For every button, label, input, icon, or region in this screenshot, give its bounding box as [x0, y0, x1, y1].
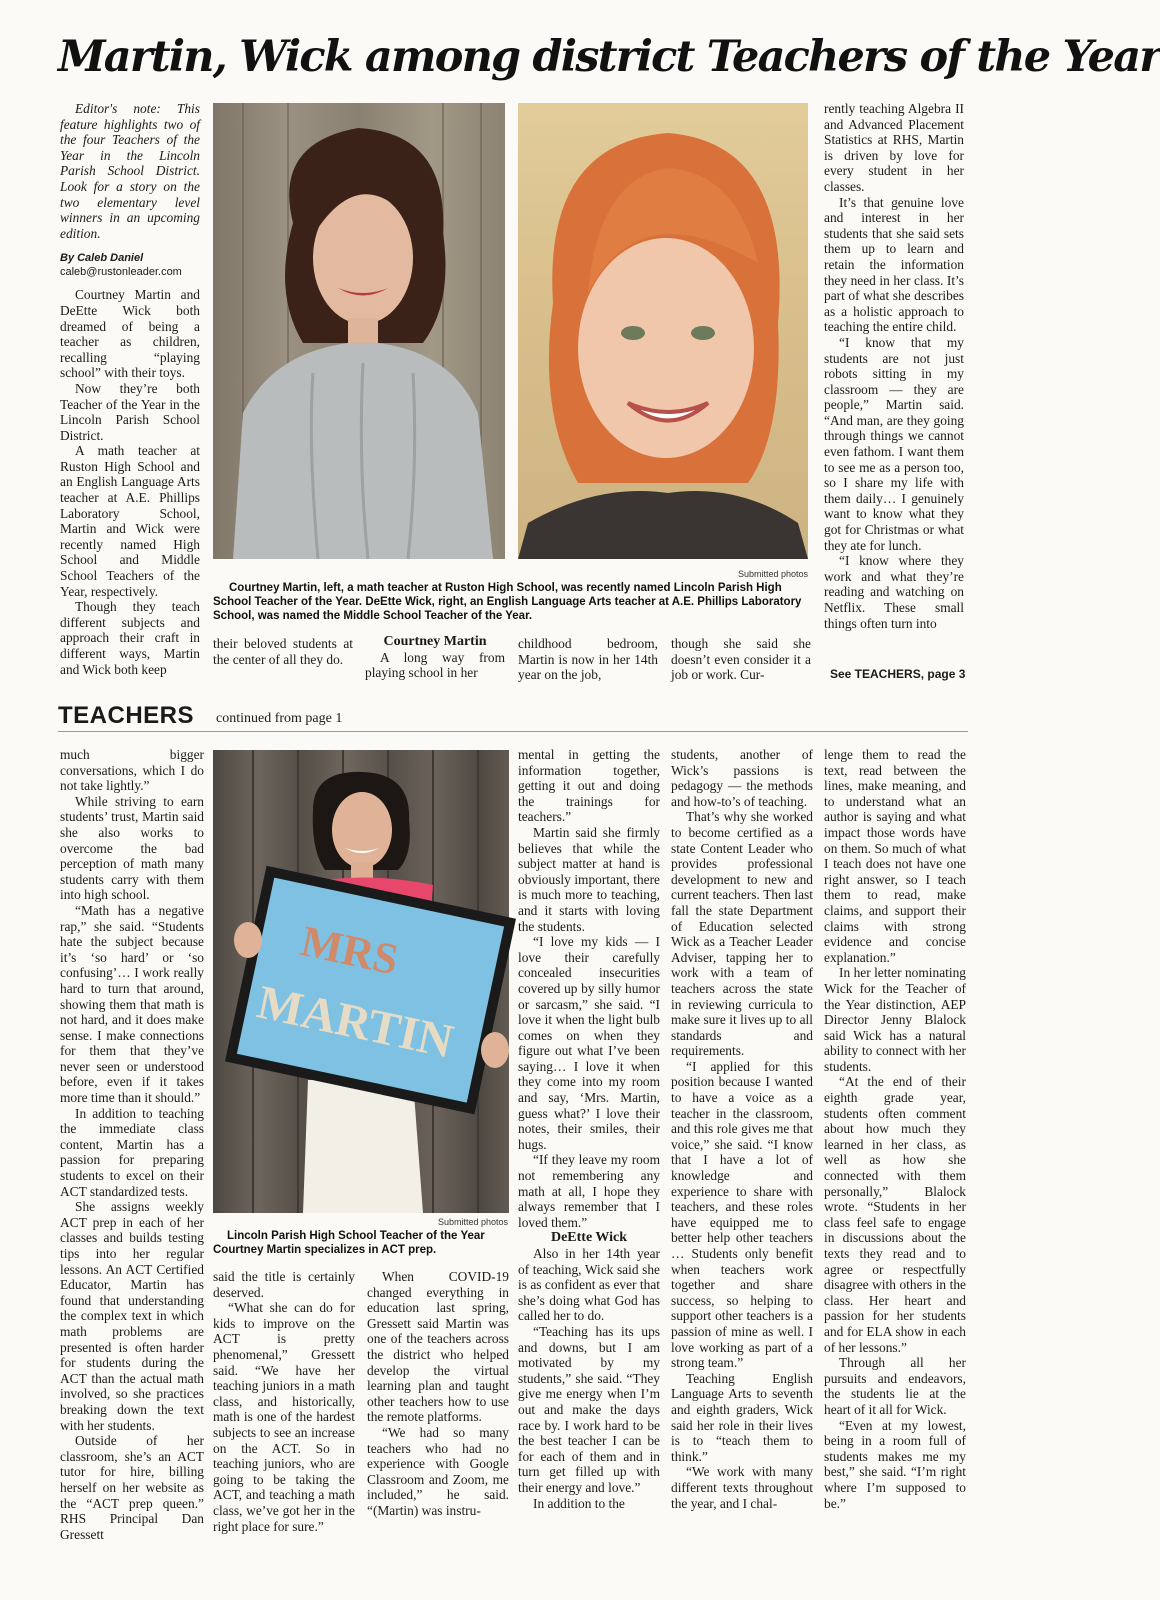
paragraph: rently teaching Algebra II and Advanced Placement Statistics at RHS, Martin is driven by love for every student in her classes.	[824, 101, 964, 194]
paragraph: Courtney Martin and DeEtte Wick both dreamed of being a teacher as children, recalling “playing school” with their toys.	[60, 287, 200, 381]
paragraph: “Math has a negative rap,” she said. “Students hate the subject because it’s ‘so hard’ or ‘so confusing’… I work really hard to turn that around, showing them that math is not hard, and it does make sense. I make connections for them that they’ve never seen or understood before, even if it takes more time than it should.”	[60, 902, 204, 1106]
paragraph: Outside of her classroom, she’s an ACT tutor for hire, billing herself on her website as the “ACT prep queen.” RHS Principal Dan Gressett	[60, 1433, 204, 1542]
top-photo-caption: Courtney Martin, left, a math teacher at Ruston High School, was recently named Lincoln Parish High School Teacher of the Year. DeEtte Wick, right, an English Language Arts teacher at A.E. Phillips Laboratory School, was named the Middle School Teacher of the Year.	[213, 582, 802, 622]
paragraph: though she said she doesn’t even consider it a job or work. Cur-	[671, 636, 811, 683]
paragraph: “What she can do for kids to improve on the ACT is pretty phenomenal,” Gressett said. “We have her teaching juniors in a math class, and historically, math is one of the hardest subjects to see an increase on the ACT. So in teaching juniors, who are going to be taking the ACT, and teaching a math class, we’ve got her in the right place for sure.”	[213, 1300, 355, 1534]
p3-col6	[824, 747, 966, 1563]
p1-col2	[213, 636, 353, 688]
paragraph: “I love my kids — I love their carefully concealed insecurities covered up by silly humor or sarcasm,” she said. “I love it when the light bulb comes on when they figure out what I’ve been saying… I love it when they come into my room and say, ‘Mrs. Martin, guess what?’ I love their notes, their smiles, their hugs.	[518, 934, 660, 1152]
paragraph: It’s that genuine love and interest in her students that she said sets them up to learn and retain the information they need in her class. It’s part of what she describes as a holistic approach to teaching the entire child.	[824, 194, 964, 335]
subhead-courtney-martin: Courtney Martin	[383, 634, 487, 649]
bottom-photo-caption: Lincoln Parish High School Teacher of the Year Courtney Martin specializes in ACT prep.	[213, 1230, 485, 1256]
wick-portrait-illustration	[518, 103, 808, 559]
top-photo-credit: Submitted photos	[738, 569, 809, 579]
p3-col4	[518, 747, 660, 1563]
paragraph: “We had so many teachers who had no experience with Google Classroom and Zoom, me included,” he said. “(Martin) was instru-	[367, 1424, 509, 1518]
paragraph: mental in getting the information together, getting it out and doing the trainings for teachers.”	[518, 747, 660, 825]
p3-col2	[213, 1269, 355, 1563]
p1-col3	[365, 634, 505, 688]
p1-col6	[824, 101, 964, 654]
paragraph: Teaching English Language Arts to seventh and eighth graders, Wick said her role in their lives is to “teach them to think.”	[671, 1370, 813, 1464]
p1-col4	[518, 636, 658, 688]
jump-header	[58, 700, 968, 732]
paragraph: “We work with many different texts throughout the year, and I chal-	[671, 1464, 813, 1511]
photo-martin-act-sign	[213, 750, 509, 1213]
paragraph: “I applied for this position because I wanted to have a voice as a teacher in the classroom, and this role gives me that voice,” she said. “I know that I have a lot of knowledge and experience to share with teachers, and these roles have equipped me to better help other teachers … Students only benefit when teachers work together and share success, so helping to support other teachers is a passion of mine as well. I love working as part of a strong team.”	[671, 1058, 813, 1371]
paragraph: Through all her pursuits and endeavors, the students lie at the heart of it all for Wick.	[824, 1355, 966, 1417]
byline-name: By Caleb Daniel	[60, 252, 144, 265]
p1-col5	[671, 636, 811, 688]
paragraph: Also in her 14th year of teaching, Wick said she is as confident as ever that she’s doing what God has called her to do.	[518, 1246, 660, 1324]
bottom-photo-credit: Submitted photos	[438, 1217, 509, 1227]
paragraph: “At the end of their eighth grade year, students often comment about how much they learned in her class, as well as how she connected with them personally,” Blalock wrote. “Students in her class feel safe to engage in discussions about the texts they read and to agree or respectfully disagree with others in the class. Her heart and passion for her students and for ELA show in each of her lessons.”	[824, 1074, 966, 1355]
headline: Martin, Wick among district Teachers of the Year	[58, 32, 1160, 82]
sign-text: MRS	[296, 916, 403, 985]
jump-link-see-teachers[interactable]: See TEACHERS, page 3	[830, 667, 966, 681]
paragraph: She assigns weekly ACT prep in each of her classes and builds testing tips into her regular lessons. An ACT Certified Educator, Martin has found that understanding the complex text in which math problems are presented is often harder for students during the ACT than the actual math involved, so she practices breaking down the text with her students.	[60, 1199, 204, 1433]
paragraph: Though they teach different subjects and approach their craft in different ways, Martin and Wick both keep	[60, 599, 200, 677]
byline-email[interactable]: caleb@rustonleader.com	[60, 266, 182, 279]
paragraph: “I know that my students are not just robots sitting in my classroom — they are people,” Martin said. “And man, are they going through things we cannot even fathom. I want them to see me as a person too, so I share my life with them daily… I genuinely want to know what they got for Christmas or what they ate for lunch.	[824, 334, 964, 553]
paragraph: Now they’re both Teacher of the Year in the Lincoln Parish School District.	[60, 380, 200, 443]
paragraph: “If they leave my room not remembering any math at all, I hope they always remember that I loved them.”	[518, 1152, 660, 1230]
martin-portrait-illustration	[213, 103, 505, 559]
paragraph: A math teacher at Ruston High School and an English Language Arts teacher at A.E. Phillips Laboratory School, Martin and Wick were recently named High School and Middle School Teachers of the Year, respectively.	[60, 443, 200, 599]
paragraph: students, another of Wick’s passions is pedagogy — the methods and how-to’s of teaching.	[671, 747, 813, 809]
paragraph: childhood bedroom, Martin is now in her 14th year on the job,	[518, 636, 658, 683]
subhead-deette-wick: DeEtte Wick	[550, 1230, 628, 1246]
paragraph: A long way from playing school in her	[365, 649, 505, 681]
paragraph: their beloved students at the center of all they do.	[213, 636, 353, 667]
paragraph: In her letter nominating Wick for the Teacher of the Year distinction, AEP Director Jenny Blalock said Wick has a natural ability to connect with her students.	[824, 965, 966, 1074]
paragraph: That’s why she worked to become certified as a state Content Leader who provides professional development to new and current teachers. Then last fall the state Department of Education selected Wick as a Teacher Leader Adviser, tapping her to work with a team of teachers across the state in reviewing curricula to make sure it lives up to all standards and requirements.	[671, 809, 813, 1059]
p3-col3	[367, 1269, 509, 1563]
paragraph: In addition to teaching the immediate class content, Martin has a passion for preparing students to excel on their ACT standardized tests.	[60, 1105, 204, 1199]
paragraph: “Teaching has its ups and downs, but I am motivated by my students,” she said. “They give me energy when I’m out and make the days race by. I work hard to be the best teacher I can be for each of them and in turn get filled up with their energy and love.”	[518, 1323, 660, 1495]
paragraph: “I know where they work and what they’re reading and watching on Netflix. These small things often turn into	[824, 553, 964, 631]
p3-col1	[60, 747, 204, 1563]
paragraph: much bigger conversations, which I do not take lightly.”	[60, 747, 204, 794]
paragraph: “Even at my lowest, being in a room full of students makes me my best,” she said. “I’m right where I’m supposed to be.”	[824, 1417, 966, 1511]
p1-col1	[60, 101, 200, 689]
photo-deette-wick	[518, 103, 808, 559]
jump-continued: continued from page 1	[216, 711, 343, 726]
paragraph: In addition to the	[533, 1495, 625, 1511]
photo-courtney-martin	[213, 103, 505, 559]
martin-sign-illustration	[213, 750, 509, 1213]
paragraph: When COVID-19 changed everything in education last spring, Gressett said Martin was one of the teachers across the district who helped develop the virtual learning plan and taught other teachers how to use the remote platforms.	[367, 1269, 509, 1425]
editors-note: Editor's note: This feature highlights two of the four Teachers of the Year in the Lincoln Parish School District. Look for a story on the two elementary level winners in an upcoming edition.	[60, 101, 200, 241]
paragraph: said the title is certainly deserved.	[213, 1269, 355, 1300]
paragraph: lenge them to read the text, read between the lines, make meaning, and to understand what an author is saying and what impact those words have on them. So much of what I teach does not have one right answer, so I teach them to read, make claims, and support their claims with strong evidence and concise explanation.”	[824, 747, 966, 965]
p3-col5	[671, 747, 813, 1563]
sign-text-2: MARTIN	[252, 975, 458, 1069]
byline	[60, 251, 200, 279]
paragraph: While striving to earn students’ trust, Martin said she also works to overcome the bad perception of math many students carry with them into high school.	[60, 793, 204, 903]
jump-word: TEACHERS	[58, 702, 195, 729]
paragraph: Martin said she firmly believes that while the subject matter at hand is obviously important, there is much more to teaching, and it starts with loving the students.	[518, 824, 660, 934]
